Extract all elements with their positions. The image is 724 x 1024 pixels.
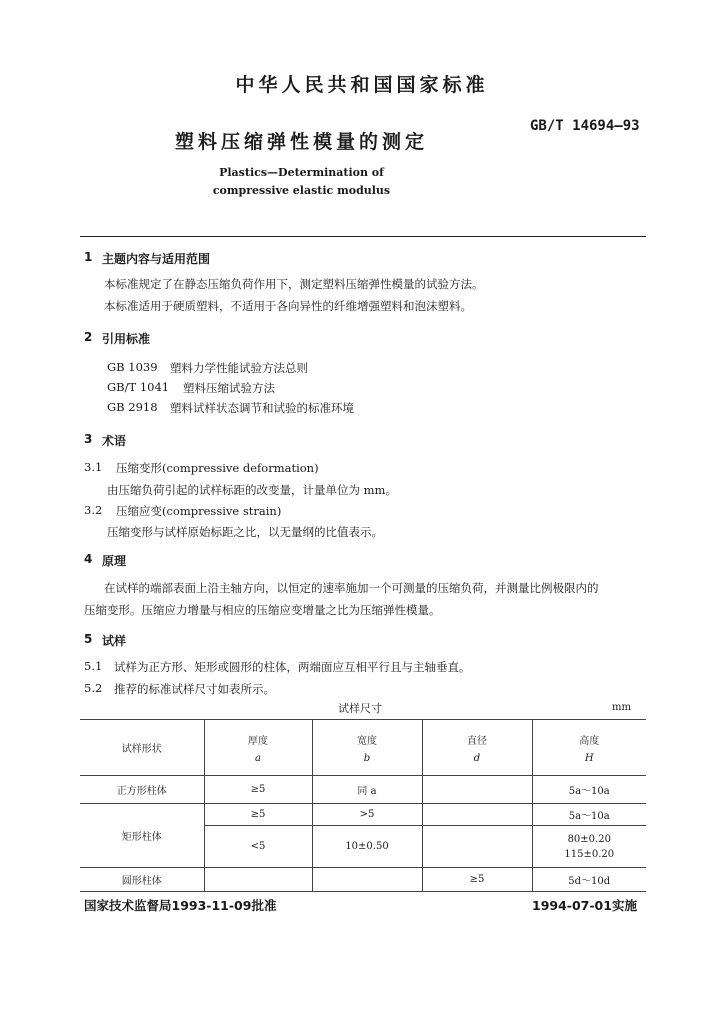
header-thickness — [204, 720, 312, 776]
cell-width: 10±0.50 — [312, 826, 422, 868]
clause-5-2-text: 推荐的标准试样尺寸如表所示。 — [114, 682, 275, 696]
title-english-line1: Plastics—Determination of — [219, 166, 384, 179]
term-1-definition: 由压缩负荷引起的试样标距的改变量，计量单位为 mm。 — [107, 483, 397, 497]
cell-height-value: 80±0.20 — [567, 833, 611, 845]
header-width-label: 宽度 — [357, 735, 377, 747]
clause-5-2-number: 5.2 — [84, 681, 103, 695]
header-width — [312, 720, 422, 776]
header-thickness-symbol: a — [255, 752, 261, 764]
cell-thickness: ≥5 — [204, 776, 312, 804]
standard-code: GB/T 14694—93 — [530, 118, 640, 134]
header-thickness-label: 厚度 — [248, 735, 268, 747]
title-chinese: 塑料压缩弹性模量的测定 — [175, 131, 429, 153]
table-row — [80, 776, 646, 804]
section-1-number: 1 — [84, 250, 93, 264]
table-unit: mm — [612, 702, 631, 713]
header-rule — [80, 236, 646, 237]
cell-diameter: ≥5 — [422, 868, 532, 892]
reference-title: 塑料力学性能试验方法总则 — [170, 361, 308, 375]
section-4-paragraph-line-1: 在试样的端部表面上沿主轴方向，以恒定的速率施加一个可测量的压缩负荷，并测量比例极限内的 — [104, 581, 599, 595]
term-2-definition: 压缩变形与试样原始标距之比，以无量纲的比值表示。 — [107, 525, 383, 539]
section-4-title: 原理 — [102, 554, 127, 568]
reference-code: GB 2918 — [107, 400, 158, 414]
header-diameter — [422, 720, 532, 776]
cell-height: 5d～10d — [532, 868, 646, 892]
header-diameter-symbol: d — [473, 752, 481, 764]
reference-title: 塑料压缩试验方法 — [183, 381, 275, 395]
term-1-number: 3.1 — [84, 460, 103, 474]
header-width-symbol: b — [363, 752, 371, 764]
term-2-title: 压缩应变(compressive strain) — [116, 504, 282, 518]
section-5-title: 试样 — [102, 634, 127, 648]
section-4-paragraph-line-2: 压缩变形。压缩应力增量与相应的压缩应变增量之比为压缩弹性模量。 — [84, 603, 441, 617]
section-4-number: 4 — [84, 552, 93, 566]
reference-code: GB/T 1041 — [107, 380, 170, 394]
cell-shape: 正方形柱体 — [80, 776, 204, 804]
header-height-symbol: H — [584, 752, 594, 764]
header-height-label: 高度 — [579, 735, 600, 747]
reference-title: 塑料试样状态调节和试验的标准环境 — [170, 401, 354, 415]
table-header-row — [80, 720, 646, 776]
section-2-title: 引用标准 — [102, 332, 151, 346]
section-2-number: 2 — [84, 330, 93, 344]
section-1-title: 主题内容与适用范围 — [102, 252, 211, 266]
cell-diameter — [422, 826, 532, 868]
cell-thickness — [204, 868, 312, 892]
cell-width: 同 a — [312, 776, 422, 804]
implementation-date: 1994-07-01实施 — [532, 898, 637, 913]
header-diameter-label: 直径 — [467, 735, 487, 747]
cell-thickness: ≥5 — [204, 804, 312, 826]
title-english-line2: compressive elastic modulus — [212, 184, 391, 197]
header-shape: 试样形状 — [80, 720, 204, 776]
table-caption: 试样尺寸 — [338, 702, 382, 715]
cell-thickness: <5 — [204, 826, 312, 868]
cell-height-value: 115±0.20 — [564, 848, 615, 860]
term-1-title: 压缩变形(compressive deformation) — [116, 461, 319, 475]
term-2-number: 3.2 — [84, 503, 103, 517]
table-row — [80, 804, 646, 826]
cell-width: >5 — [312, 804, 422, 826]
reference-code: GB 1039 — [107, 360, 158, 374]
specimen-size-table — [80, 719, 646, 892]
cell-width — [312, 868, 422, 892]
cell-diameter — [422, 804, 532, 826]
header-height — [532, 720, 646, 776]
cell-shape: 矩形柱体 — [80, 804, 204, 868]
section-3-title: 术语 — [102, 434, 127, 448]
cell-height: 5a～10a — [532, 804, 646, 826]
cell-height: 5a～10a — [532, 776, 646, 804]
section-1-paragraph-1: 本标准规定了在静态压缩负荷作用下，测定塑料压缩弹性模量的试验方法。 — [104, 277, 484, 291]
clause-5-1-text: 试样为正方形、矩形或圆形的柱体，两端面应互相平行且与主轴垂直。 — [114, 660, 471, 674]
standard-name: 中华人民共和国国家标准 — [235, 74, 489, 96]
table-row — [80, 868, 646, 892]
section-3-number: 3 — [84, 432, 93, 446]
approval-date: 国家技术监督局1993-11-09批准 — [84, 898, 277, 913]
section-5-number: 5 — [84, 632, 93, 646]
cell-shape: 圆形柱体 — [80, 868, 204, 892]
cell-height — [532, 826, 646, 868]
clause-5-1-number: 5.1 — [84, 659, 103, 673]
cell-diameter — [422, 776, 532, 804]
section-1-paragraph-2: 本标准适用于硬质塑料，不适用于各向异性的纤维增强塑料和泡沫塑料。 — [104, 299, 472, 313]
